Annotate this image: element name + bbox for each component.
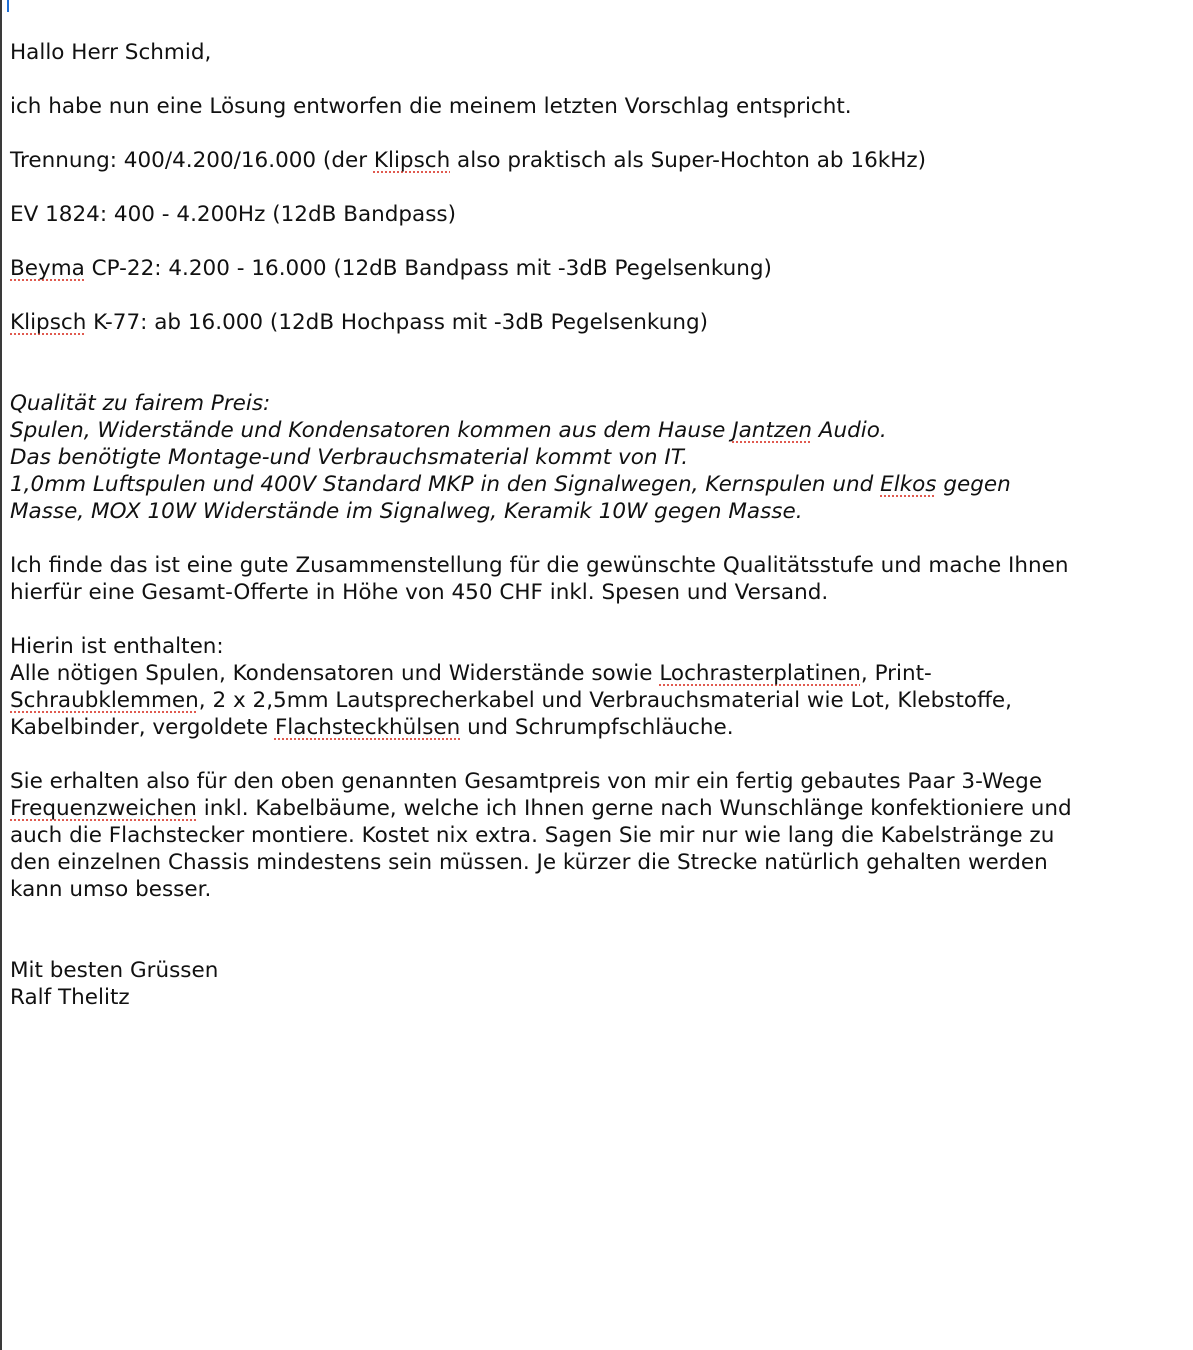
- greeting-line: Hallo Herr Schmid,: [10, 40, 212, 65]
- beyma-line: Beyma CP-22: 4.200 - 16.000 (12dB Bandpass mit -3dB Pegelsenkung): [10, 256, 772, 281]
- editor-left-border: [0, 0, 2, 1350]
- spellcheck-word[interactable]: Beyma: [10, 256, 85, 281]
- spellcheck-word[interactable]: Jantzen: [732, 418, 812, 443]
- text-cursor: [7, 0, 9, 12]
- spellcheck-word[interactable]: Schraubklemmen: [10, 688, 199, 713]
- klipsch-line: Klipsch K-77: ab 16.000 (12dB Hochpass mit -3dB Pegelsenkung): [10, 310, 708, 335]
- spellcheck-word[interactable]: Klipsch: [10, 310, 87, 335]
- closing-line: Mit besten Grüssen: [10, 958, 219, 983]
- ev-line: EV 1824: 400 - 4.200Hz (12dB Bandpass): [10, 202, 457, 227]
- signature-name: Ralf Thelitz: [10, 985, 130, 1010]
- included-heading: Hierin ist enthalten:: [10, 634, 224, 659]
- quality-paragraph: Qualität zu fairem Preis: Spulen, Widerstände und Kondensatoren kommen aus dem Hause Jantzen Audio. Das benötigte Montage-und Verbrauchsmaterial kommt von IT. 1,0mm Luftspulen und 400V Standard MKP in den Signalwegen, Kernspulen und Elkos gegen Masse, MOX 10W Widerstände im Signalweg, Keramik 10W gegen Masse.: [10, 390, 1180, 525]
- spellcheck-word[interactable]: Lochrasterplatinen: [659, 661, 861, 686]
- intro-line: ich habe nun eine Lösung entworfen die meinem letzten Vorschlag entspricht.: [10, 94, 852, 119]
- spellcheck-word[interactable]: Elkos: [880, 472, 937, 497]
- trennung-line: Trennung: 400/4.200/16.000 (der Klipsch also praktisch als Super-Hochton ab 16kHz): [10, 148, 927, 173]
- spellcheck-word[interactable]: Klipsch: [373, 148, 451, 173]
- spellcheck-word[interactable]: Frequenzweichen: [10, 796, 197, 821]
- offer-paragraph: Ich finde das ist eine gute Zusammenstellung für die gewünschte Qualitätsstufe und mache Ihnen hierfür eine Gesamt-Offerte in Höhe von 450 CHF inkl. Spesen und Versand.: [10, 553, 1069, 605]
- summary-paragraph: Sie erhalten also für den oben genannten Gesamtpreis von mir ein fertig gebautes Paar 3-Wege Frequenzweichen inkl. Kabelbäume, welche ich Ihnen gerne nach Wunschlänge konfektioniere und auch die Flachstecker montiere. Kostet nix extra. Sagen Sie mir nur wie lang die Kabelstränge zu den einzelnen Chassis mindestens sein müssen. Je kürzer die Strecke natürlich gehalten werden kann umso besser.: [10, 769, 1072, 902]
- email-body-editor[interactable]: [10, 39, 1180, 1011]
- quality-heading: Qualität zu fairem Preis:: [10, 391, 271, 416]
- included-paragraph: Hierin ist enthalten: Alle nötigen Spulen, Kondensatoren und Widerstände sowie Lochrasterplatinen, Print- Schraubklemmen, 2 x 2,5mm Lautsprecherkabel und Verbrauchsmaterial wie Lot, Klebstoffe, Kabelbinder, vergoldete Flachsteckhülsen und Schrumpfschläuche.: [10, 633, 1180, 741]
- spellcheck-word[interactable]: Flachsteckhülsen: [274, 715, 461, 740]
